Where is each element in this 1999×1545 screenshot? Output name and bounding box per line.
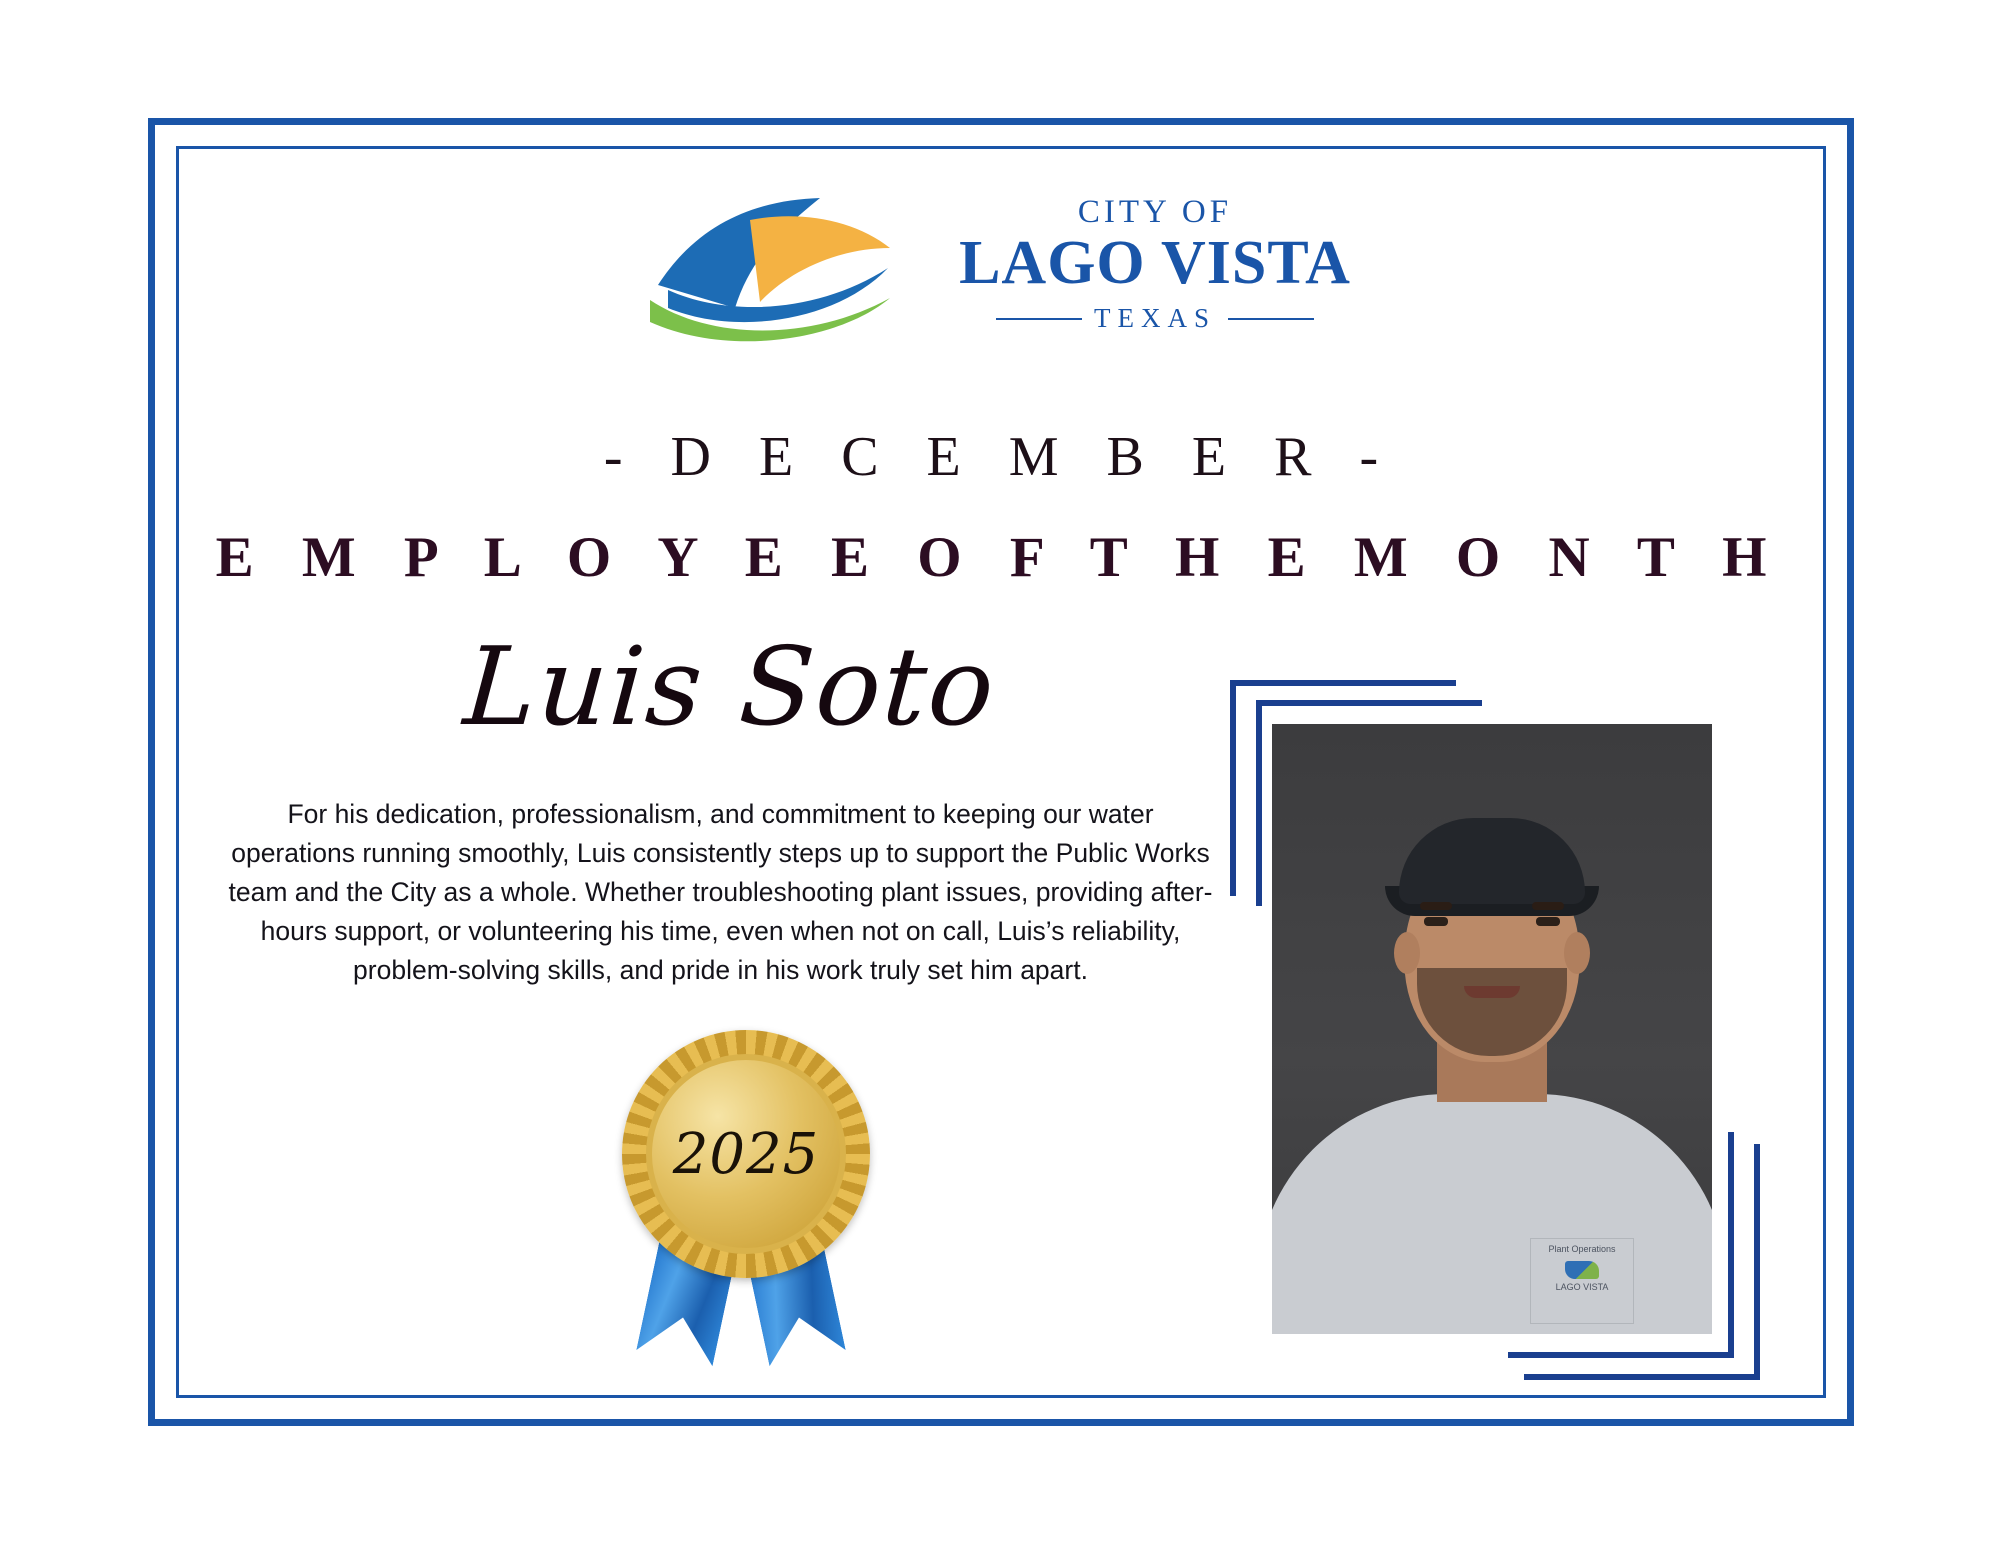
lago-vista-logo-icon	[640, 190, 930, 365]
award-seal	[600, 1030, 890, 1360]
patch-title: Plant Operations	[1548, 1244, 1616, 1254]
rosette-center	[646, 1054, 846, 1254]
portrait-brow-right	[1532, 902, 1564, 910]
logo-state-row	[930, 303, 1380, 334]
logo-name-line: LAGO VISTA	[959, 229, 1351, 298]
city-logo	[620, 180, 1380, 360]
portrait-ear-right	[1564, 932, 1590, 974]
rosette-icon	[622, 1030, 870, 1278]
award-title: E M P L O Y E E O F T H E M O N T H	[215, 526, 1784, 589]
patch-subtitle: LAGO VISTA	[1555, 1282, 1609, 1292]
portrait-eye-left	[1424, 917, 1448, 926]
portrait-eye-right	[1536, 917, 1560, 926]
logo-rule-left	[996, 318, 1082, 320]
honoree-portrait	[1272, 724, 1712, 1334]
award-month: - D E C E M B E R -	[603, 426, 1396, 488]
logo-wordmark	[930, 194, 1380, 334]
logo-rule-right	[1228, 318, 1314, 320]
logo-city-line: CITY OF	[1077, 194, 1233, 230]
portrait-shirt	[1272, 1094, 1712, 1334]
portrait-brow-left	[1420, 902, 1452, 910]
portrait-shirt-patch	[1530, 1238, 1634, 1324]
honoree-photo-frame	[1230, 680, 1760, 1380]
portrait-mouth	[1464, 986, 1520, 998]
portrait-cap	[1399, 818, 1585, 904]
logo-state-line: TEXAS	[1094, 303, 1216, 334]
honoree-name: Luis Soto	[460, 625, 1000, 750]
citation-text: For his dedication, professionalism, and commitment to keeping our water operations running smoothly, Luis consistently steps up to support the Public Works team and the City as a whole. Whether troubleshooting plant issues, providing after-hours support, or volunteering his time, even when not on call, Luis’s reliability, problem-solving skills, and pride in his work truly set him apart.	[228, 799, 1213, 985]
seal-year: 2025	[672, 1121, 820, 1187]
patch-logo-icon	[1565, 1261, 1599, 1279]
